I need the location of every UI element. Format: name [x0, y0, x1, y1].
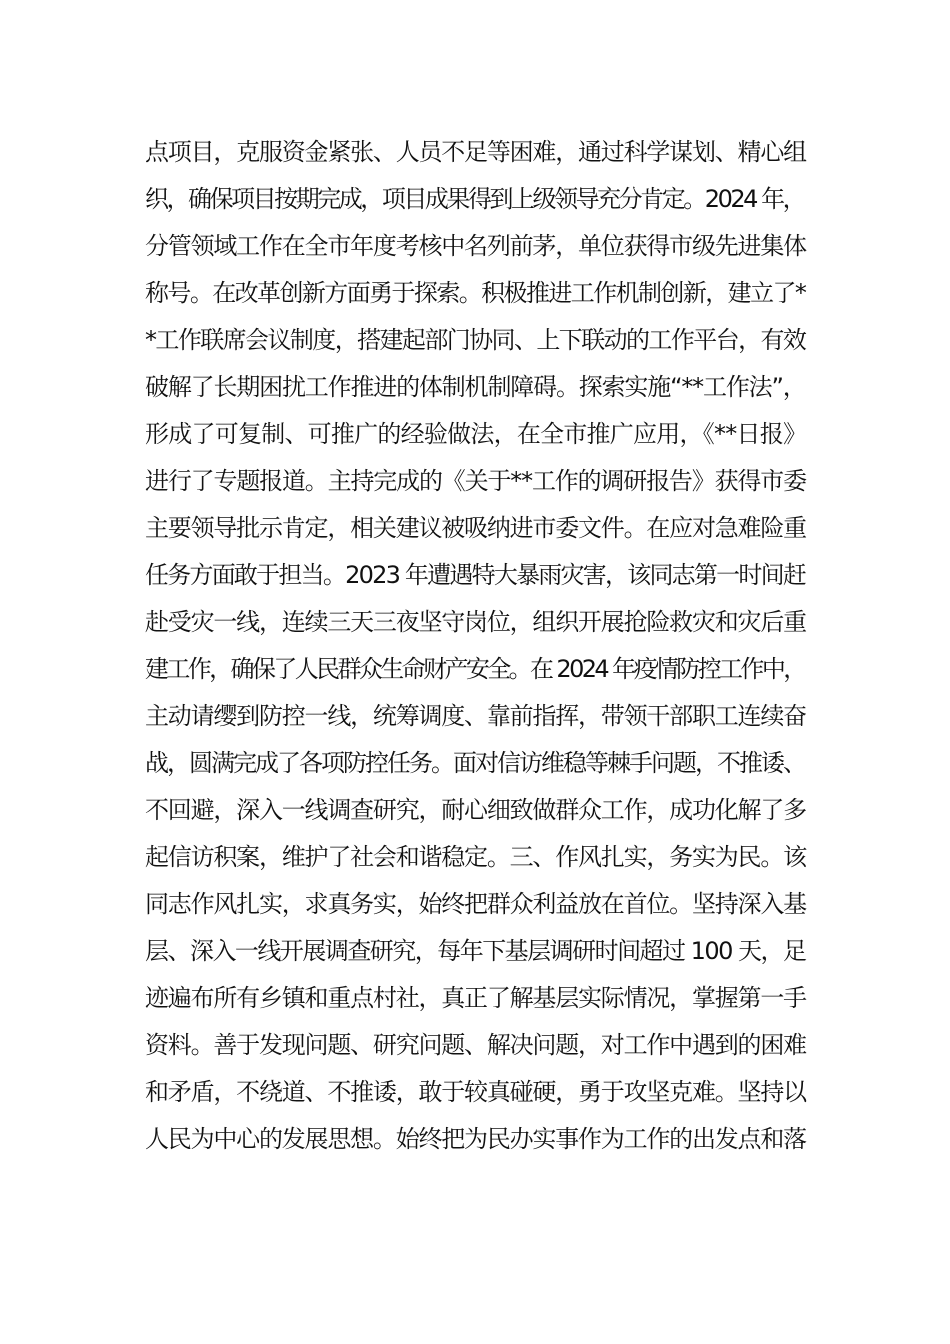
document-body	[145, 129, 807, 1163]
text-line: 起信访积案，维护了社会和谐稳定。三、作风扎实，务实为民。该	[145, 843, 806, 871]
text-line: 和矛盾，不绕道、不推诿，敢于较真碰硬，勇于攻坚克难。坚持以	[145, 1078, 806, 1106]
text-line: 织，确保项目按期完成，项目成果得到上级领导充分肯定。2024 年，	[145, 185, 805, 213]
text-line: 分管领域工作在全市年度考核中名列前茅，单位获得市级先进集体	[145, 232, 806, 260]
text-line: 层、深入一线开展调查研究，每年下基层调研时间超过 100 天，足	[145, 937, 806, 965]
text-line: 主动请缨到防控一线，统筹调度、靠前指挥，带领干部职工连续奋	[145, 702, 806, 730]
text-line: 破解了长期困扰工作推进的体制机制障碍。探索实施“**工作法”，	[145, 373, 806, 401]
text-line: 不回避，深入一线调查研究，耐心细致做群众工作，成功化解了多	[145, 796, 806, 824]
text-line: 迹遍布所有乡镇和重点村社，真正了解基层实际情况，掌握第一手	[145, 984, 806, 1012]
text-line: 称号。在改革创新方面勇于探索。积极推进工作机制创新，建立了*	[145, 279, 806, 307]
text-line: 建工作，确保了人民群众生命财产安全。在 2024 年疫情防控工作中，	[145, 655, 805, 683]
text-line: 人民为中心的发展思想。始终把为民办实事作为工作的出发点和落	[145, 1125, 806, 1153]
text-line: 形成了可复制、可推广的经验做法，在全市推广应用，《**日报》	[145, 420, 807, 448]
text-line: 战，圆满完成了各项防控任务。面对信访维稳等棘手问题，不推诿、	[145, 749, 805, 777]
text-line: 赴受灾一线，连续三天三夜坚守岗位，组织开展抢险救灾和灾后重	[145, 608, 806, 636]
text-line: 同志作风扎实，求真务实，始终把群众利益放在首位。坚持深入基	[145, 890, 806, 918]
text-line: 资料。善于发现问题、研究问题、解决问题，对工作中遇到的困难	[145, 1031, 806, 1059]
text-line: 任务方面敢于担当。2023 年遭遇特大暴雨灾害，该同志第一时间赶	[145, 561, 806, 589]
text-line: 进行了专题报道。主持完成的《关于**工作的调研报告》获得市委	[145, 467, 806, 495]
text-line: 主要领导批示肯定，相关建议被吸纳进市委文件。在应对急难险重	[145, 514, 806, 542]
text-line: *工作联席会议制度，搭建起部门协同、上下联动的工作平台，有效	[145, 326, 806, 354]
text-line: 点项目，克服资金紧张、人员不足等困难，通过科学谋划、精心组	[145, 138, 806, 166]
